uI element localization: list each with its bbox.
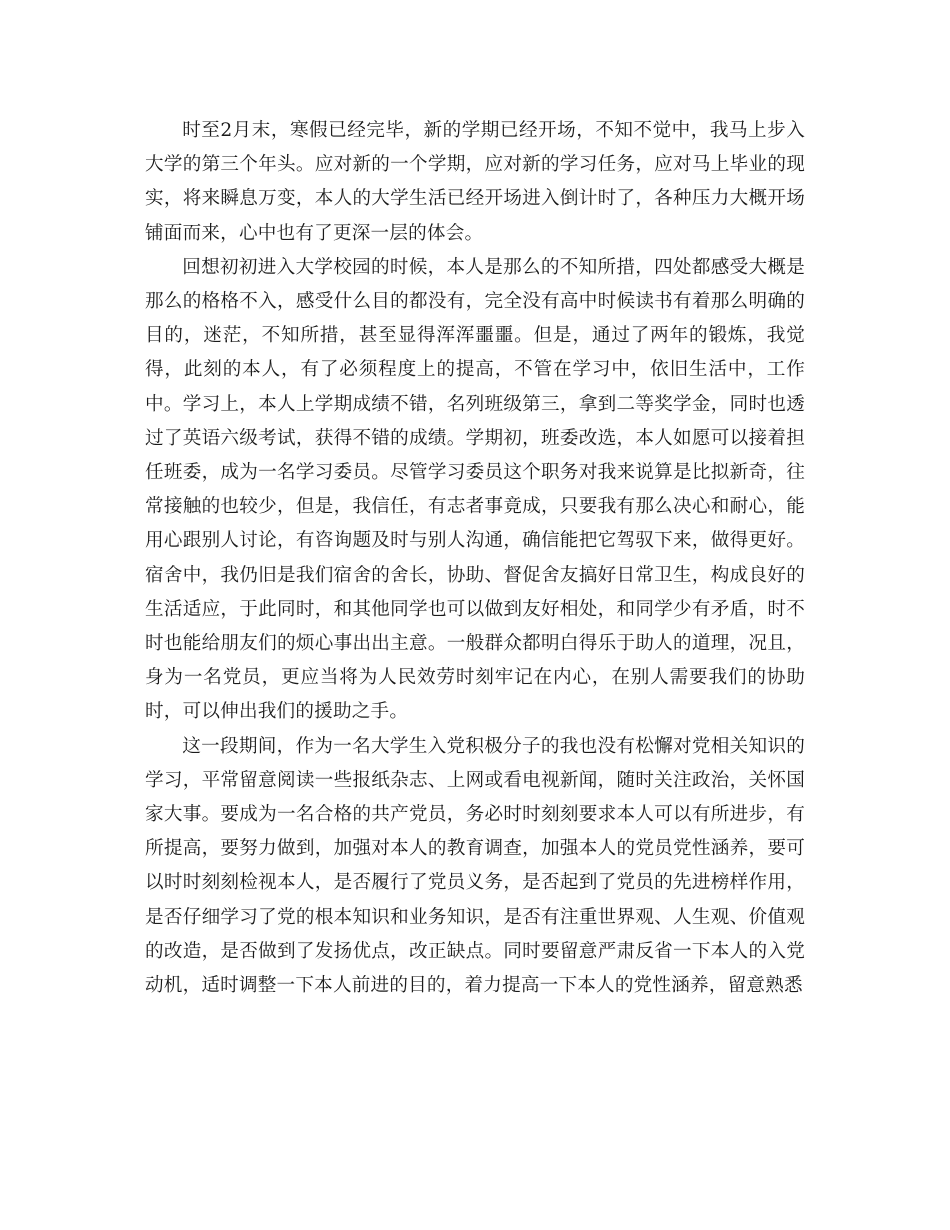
- paragraph-3: 这一段期间，作为一名大学生入党积极分子的我也没有松懈对党相关知识的学习，平常留意阅读一些报纸杂志、上网或看电视新闻，随时关注政治，关怀国家大事。要成为一名合格的共产党员，务必时时刻刻要求本人可以有所进步，有所提高，要努力做到，加强对本人的教育调查，加强本人的党员党性涵养，要可以时时刻刻检视本人，是否履行了党员义务，是否起到了党员的先进榜样作用，是否仔细学习了党的根本知识和业务知识，是否有注重世界观、人生观、价值观的改造，是否做到了发扬优点，改正缺点。同时要留意严肃反省一下本人的入党动机，适时调整一下本人前进的目的，着力提高一下本人的党性涵养，留意熟悉: [145, 735, 805, 997]
- paragraph-1: 时至2月末，寒假已经完毕，新的学期已经开场，不知不觉中，我马上步入大学的第三个年头。应对新的一个学期，应对新的学习任务，应对马上毕业的现实，将来瞬息万变，本人的大学生活已经开场进入倒计时了，各种压力大概开场铺面而来，心中也有了更深一层的体会。: [145, 120, 805, 244]
- paragraph-2: 回想初初进入大学校园的时候，本人是那么的不知所措，四处都感受大概是那么的格格不入，感受什么目的都没有，完全没有高中时候读书有着那么明确的目的，迷茫，不知所措，甚至显得浑浑噩噩。但是，通过了两年的锻炼，我觉得，此刻的本人，有了必须程度上的提高，不管在学习中，依旧生活中，工作中。学习上，本人上学期成绩不错，名列班级第三，拿到二等奖学金，同时也透过了英语六级考试，获得不错的成绩。学期初，班委改选，本人如愿可以接着担任班委，成为一名学习委员。尽管学习委员这个职务对我来说算是比拟新奇，往常接触的也较少，但是，我信任，有志者事竟成，只要我有那么决心和耐心，能用心跟别人讨论，有咨询题及时与别人沟通，确信能把它驾驭下来，做得更好。宿舍中，我仍旧是我们宿舍的舍长，协助、督促舍友搞好日常卫生，构成良好的生活适应，于此同时，和其他同学也可以做到友好相处，和同学少有矛盾，时不时也能给朋友们的烦心事出出主意。一般群众都明白得乐于助人的道理，况且，身为一名党员，更应当将为人民效劳时刻牢记在内心，在别人需要我们的协助时，可以伸出我们的援助之手。: [145, 256, 805, 723]
- document-body: [145, 114, 805, 1003]
